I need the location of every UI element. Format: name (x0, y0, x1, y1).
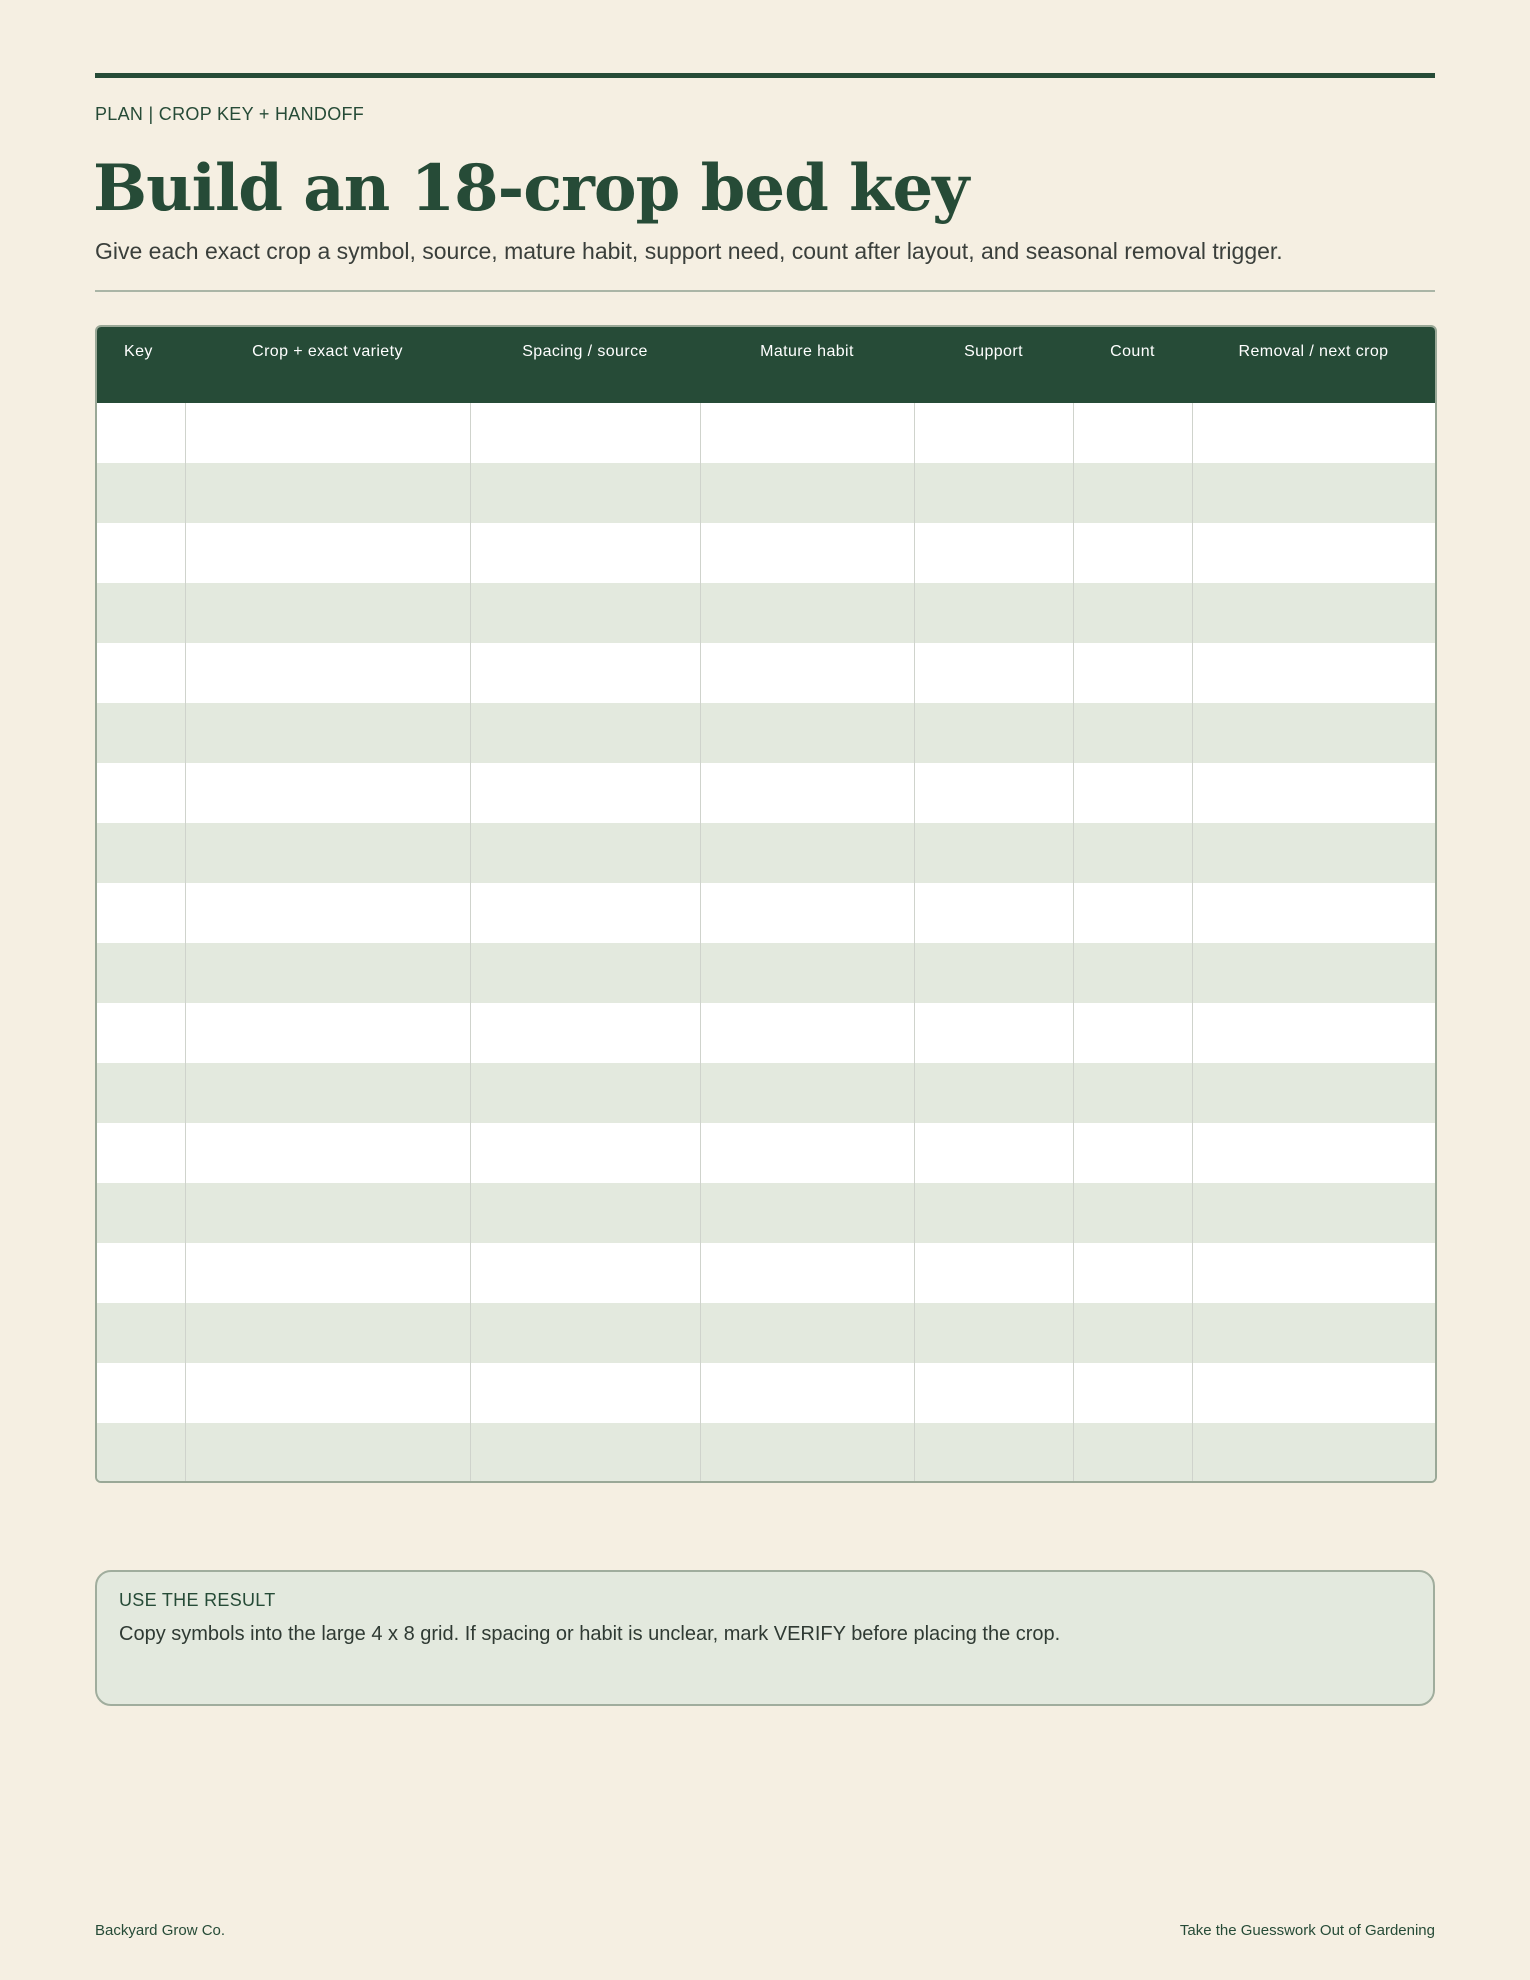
cell-support[interactable] (914, 1123, 1073, 1183)
cell-spacing-source[interactable] (470, 523, 700, 583)
cell-removal-next-crop[interactable] (1192, 703, 1435, 763)
cell-mature-habit[interactable] (700, 763, 914, 823)
cell-crop-variety[interactable] (185, 943, 470, 1003)
cell-support[interactable] (914, 643, 1073, 703)
cell-spacing-source[interactable] (470, 763, 700, 823)
cell-crop-variety[interactable] (185, 583, 470, 643)
cell-spacing-source[interactable] (470, 1123, 700, 1183)
cell-count[interactable] (1073, 403, 1192, 463)
cell-key[interactable] (97, 943, 185, 1003)
cell-crop-variety[interactable] (185, 1003, 470, 1063)
cell-support[interactable] (914, 463, 1073, 523)
cell-support[interactable] (914, 1003, 1073, 1063)
cell-removal-next-crop[interactable] (1192, 763, 1435, 823)
table-row (97, 943, 1435, 1003)
cell-count[interactable] (1073, 1123, 1192, 1183)
cell-count[interactable] (1073, 1063, 1192, 1123)
cell-spacing-source[interactable] (470, 883, 700, 943)
cell-support[interactable] (914, 1183, 1073, 1243)
cell-removal-next-crop[interactable] (1192, 403, 1435, 463)
cell-crop-variety[interactable] (185, 1243, 470, 1303)
page-subtitle: Give each exact crop a symbol, source, mature habit, support need, count after layout, and seasonal removal trigger. (95, 238, 1283, 264)
cell-removal-next-crop[interactable] (1192, 1303, 1435, 1363)
footer-brand: Backyard Grow Co. (95, 1922, 226, 1939)
cell-crop-variety[interactable] (185, 1423, 470, 1483)
table-header-row (97, 327, 1435, 403)
cell-spacing-source[interactable] (470, 1243, 700, 1303)
cell-support[interactable] (914, 823, 1073, 883)
cell-crop-variety[interactable] (185, 883, 470, 943)
cell-count[interactable] (1073, 463, 1192, 523)
result-heading: USE THE RESULT (119, 1590, 276, 1610)
cell-support[interactable] (914, 1363, 1073, 1423)
cell-mature-habit[interactable] (700, 403, 914, 463)
cell-mature-habit[interactable] (700, 463, 914, 523)
cell-spacing-source[interactable] (470, 703, 700, 763)
cell-spacing-source[interactable] (470, 463, 700, 523)
table-row (97, 1003, 1435, 1063)
cell-support[interactable] (914, 883, 1073, 943)
column-header-mature-habit: Mature habit (700, 327, 914, 403)
cell-removal-next-crop[interactable] (1192, 823, 1435, 883)
cell-mature-habit[interactable] (700, 703, 914, 763)
cell-count[interactable] (1073, 1243, 1192, 1303)
cell-crop-variety[interactable] (185, 703, 470, 763)
cell-support[interactable] (914, 1063, 1073, 1123)
cell-crop-variety[interactable] (185, 523, 470, 583)
cell-key[interactable] (97, 1363, 185, 1423)
cell-mature-habit[interactable] (700, 883, 914, 943)
cell-spacing-source[interactable] (470, 403, 700, 463)
crop-key-table-container (95, 325, 1437, 1483)
cell-removal-next-crop[interactable] (1192, 1243, 1435, 1303)
cell-key[interactable] (97, 1243, 185, 1303)
cell-key[interactable] (97, 1183, 185, 1243)
table-row (97, 1063, 1435, 1123)
cell-mature-habit[interactable] (700, 1003, 914, 1063)
cell-key[interactable] (97, 1423, 185, 1483)
table-row (97, 1303, 1435, 1363)
cell-count[interactable] (1073, 823, 1192, 883)
cell-count[interactable] (1073, 1003, 1192, 1063)
cell-spacing-source[interactable] (470, 1183, 700, 1243)
table-row (97, 1363, 1435, 1423)
cell-removal-next-crop[interactable] (1192, 883, 1435, 943)
cell-key[interactable] (97, 703, 185, 763)
column-header-spacing-source: Spacing / source (470, 327, 700, 403)
section-eyebrow: PLAN | CROP KEY + HANDOFF (95, 104, 365, 124)
cell-count[interactable] (1073, 523, 1192, 583)
cell-spacing-source[interactable] (470, 823, 700, 883)
cell-support[interactable] (914, 403, 1073, 463)
cell-crop-variety[interactable] (185, 403, 470, 463)
cell-spacing-source[interactable] (470, 1063, 700, 1123)
cell-mature-habit[interactable] (700, 1303, 914, 1363)
cell-crop-variety[interactable] (185, 823, 470, 883)
cell-count[interactable] (1073, 703, 1192, 763)
cell-count[interactable] (1073, 1183, 1192, 1243)
cell-spacing-source[interactable] (470, 1423, 700, 1483)
cell-key[interactable] (97, 523, 185, 583)
cell-removal-next-crop[interactable] (1192, 1183, 1435, 1243)
cell-key[interactable] (97, 643, 185, 703)
cell-spacing-source[interactable] (470, 1003, 700, 1063)
cell-removal-next-crop[interactable] (1192, 1363, 1435, 1423)
table-row (97, 463, 1435, 523)
table-row (97, 403, 1435, 463)
cell-support[interactable] (914, 1423, 1073, 1483)
table-row (97, 1243, 1435, 1303)
cell-count[interactable] (1073, 763, 1192, 823)
cell-mature-habit[interactable] (700, 1363, 914, 1423)
use-the-result-box (95, 1570, 1435, 1706)
cell-mature-habit[interactable] (700, 1123, 914, 1183)
cell-key[interactable] (97, 463, 185, 523)
cell-key[interactable] (97, 883, 185, 943)
cell-count[interactable] (1073, 1303, 1192, 1363)
cell-mature-habit[interactable] (700, 523, 914, 583)
cell-support[interactable] (914, 703, 1073, 763)
cell-key[interactable] (97, 1303, 185, 1363)
cell-spacing-source[interactable] (470, 643, 700, 703)
cell-count[interactable] (1073, 883, 1192, 943)
cell-crop-variety[interactable] (185, 1123, 470, 1183)
cell-removal-next-crop[interactable] (1192, 523, 1435, 583)
cell-support[interactable] (914, 583, 1073, 643)
cell-crop-variety[interactable] (185, 1363, 470, 1423)
cell-removal-next-crop[interactable] (1192, 943, 1435, 1003)
cell-removal-next-crop[interactable] (1192, 643, 1435, 703)
column-header-key: Key (97, 327, 185, 403)
cell-mature-habit[interactable] (700, 943, 914, 1003)
cell-key[interactable] (97, 1003, 185, 1063)
footer-tagline: Take the Guesswork Out of Gardening (1179, 1922, 1435, 1939)
table-row (97, 883, 1435, 943)
result-body: Copy symbols into the large 4 x 8 grid. If spacing or habit is unclear, mark VERIFY before placing the crop. (119, 1623, 1061, 1645)
cell-count[interactable] (1073, 583, 1192, 643)
cell-count[interactable] (1073, 643, 1192, 703)
cell-removal-next-crop[interactable] (1192, 463, 1435, 523)
cell-count[interactable] (1073, 1423, 1192, 1483)
cell-removal-next-crop[interactable] (1192, 1063, 1435, 1123)
table-row (97, 1123, 1435, 1183)
cell-spacing-source[interactable] (470, 1303, 700, 1363)
cell-key[interactable] (97, 823, 185, 883)
cell-crop-variety[interactable] (185, 1063, 470, 1123)
cell-mature-habit[interactable] (700, 583, 914, 643)
cell-mature-habit[interactable] (700, 823, 914, 883)
cell-crop-variety[interactable] (185, 763, 470, 823)
column-header-crop-variety: Crop + exact variety (185, 327, 470, 403)
table-row (97, 763, 1435, 823)
table-row (97, 523, 1435, 583)
cell-mature-habit[interactable] (700, 1423, 914, 1483)
cell-crop-variety[interactable] (185, 1183, 470, 1243)
cell-removal-next-crop[interactable] (1192, 1423, 1435, 1483)
column-header-count: Count (1073, 327, 1192, 403)
cell-mature-habit[interactable] (700, 1243, 914, 1303)
cell-key[interactable] (97, 1063, 185, 1123)
table-body (97, 403, 1435, 1483)
table-row (97, 643, 1435, 703)
cell-crop-variety[interactable] (185, 643, 470, 703)
cell-support[interactable] (914, 763, 1073, 823)
cell-spacing-source[interactable] (470, 943, 700, 1003)
top-rule (95, 73, 1435, 78)
column-header-support: Support (914, 327, 1073, 403)
cell-spacing-source[interactable] (470, 583, 700, 643)
column-header-removal-next-crop: Removal / next crop (1192, 327, 1435, 403)
table-row (97, 583, 1435, 643)
cell-removal-next-crop[interactable] (1192, 1123, 1435, 1183)
cell-removal-next-crop[interactable] (1192, 583, 1435, 643)
cell-mature-habit[interactable] (700, 1063, 914, 1123)
cell-support[interactable] (914, 1303, 1073, 1363)
cell-support[interactable] (914, 523, 1073, 583)
cell-key[interactable] (97, 403, 185, 463)
cell-key[interactable] (97, 1123, 185, 1183)
cell-key[interactable] (97, 583, 185, 643)
header-divider (95, 290, 1435, 292)
cell-spacing-source[interactable] (470, 1363, 700, 1423)
cell-key[interactable] (97, 763, 185, 823)
table-row (97, 823, 1435, 883)
table-row (97, 1423, 1435, 1483)
cell-mature-habit[interactable] (700, 643, 914, 703)
crop-key-table (97, 327, 1435, 1483)
page-title: Build an 18-crop bed key (93, 151, 969, 226)
cell-removal-next-crop[interactable] (1192, 1003, 1435, 1063)
cell-crop-variety[interactable] (185, 463, 470, 523)
table-row (97, 703, 1435, 763)
cell-support[interactable] (914, 943, 1073, 1003)
table-row (97, 1183, 1435, 1243)
cell-mature-habit[interactable] (700, 1183, 914, 1243)
cell-support[interactable] (914, 1243, 1073, 1303)
cell-crop-variety[interactable] (185, 1303, 470, 1363)
cell-count[interactable] (1073, 943, 1192, 1003)
cell-count[interactable] (1073, 1363, 1192, 1423)
